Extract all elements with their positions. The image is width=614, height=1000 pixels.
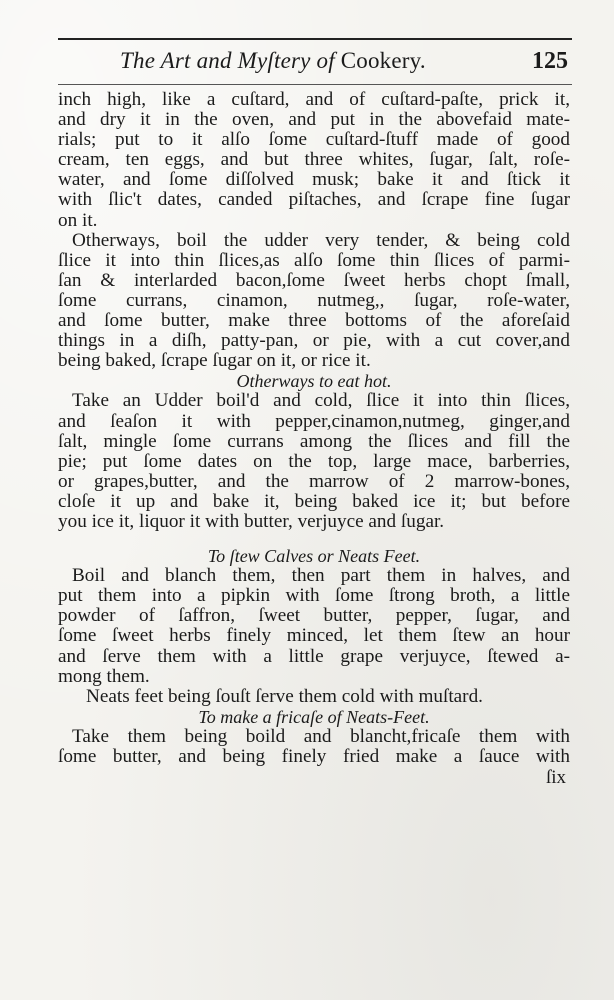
section-gap [58,532,570,546]
recipe-heading: Otherways to eat hot. [236,371,392,392]
text-line: inch high, like a cuſtard, and of cuſtard-paſte, prick it, [58,89,570,110]
top-rule [58,38,572,40]
text-line: things in a diſh, patty-pan, or pie, with a cut cover,and [58,330,570,352]
text-line: put them into a pipkin with ſome ſtrong broth, a little [58,585,570,607]
text-line: ſome currans, cinamon, nutmeg,, ſugar, roſe-water, [58,289,570,311]
page-number: 125 [532,48,568,74]
recipe-heading: To make a fricaſe of Neats-Feet. [198,706,430,727]
text-line: and ſerve them with a little grape verjuyce, ſtewed a- [58,645,570,667]
text-line: ſlice it into thin ſlices,as alſo ſome thin ſlices of parmi- [58,249,570,271]
text-line: Take them being boild and blancht,fricaſe them with [72,725,570,747]
text-line: being baked, ſcrape ſugar on it, or rice it. [58,350,371,372]
text-line: on it. [58,209,98,231]
text-line: rials; put to it alſo ſome cuſtard-ſtuff made of good [58,129,570,151]
recipe-heading: To ſtew Calves or Neats Feet. [207,546,421,567]
text-line: and ſeaſon it with pepper,cinamon,nutmeg, ginger,and [58,410,570,432]
text-line: powder of ſaffron, ſweet butter, pepper, ſugar, and [58,605,570,627]
catchword: ſix [545,767,566,789]
running-title [120,48,426,74]
text-line: water, and ſome diſſolved musk; bake it and ſtick it [58,169,570,191]
text-line: or grapes,butter, and the marrow of 2 marrow-bones, [58,470,570,492]
header-rule [58,84,572,85]
text-line: cloſe it up and bake it, being baked ice it; but before [58,490,570,512]
running-title-italic: The Art and Myſtery of [120,48,335,73]
running-header [58,48,570,82]
body-text [58,90,570,789]
text-line: ſome butter, and being finely fried make a ſauce with [58,746,570,767]
text-line: with ſlic't dates, canded piſtaches, and ſcrape fine ſugar [58,189,570,211]
text-line: pie; put ſome dates on the top, large mace, barberries, [58,450,570,472]
text-line: and dry it in the oven, and put in the abovefaid mate- [58,109,570,131]
running-title-roman: Cookery. [340,48,426,73]
text-line: Take an Udder boil'd and cold, ſlice it into thin ſlices, [72,390,570,412]
text-line: Otherways, boil the udder very tender, & being cold [72,229,570,251]
text-line: cream, ten eggs, and but three whites, ſugar, ſalt, roſe- [58,149,570,171]
text-line: ſan & interlarded bacon,ſome ſweet herbs chopt ſmall, [58,269,570,291]
text-line: mong them. [58,665,150,687]
text-line: Boil and blanch them, then part them in halves, and [72,565,570,587]
text-line: and ſome butter, make three bottoms of the aforeſaid [58,310,570,332]
text-line: you ice it, liquor it with butter, verjuyce and ſugar. [58,510,445,532]
text-line: ſome ſweet herbs finely minced, let them ſtew an hour [58,625,570,647]
text-line: ſalt, mingle ſome currans among the ſlices and fill the [58,430,570,452]
text-line: Neats feet being ſouſt ſerve them cold with muſtard. [86,685,483,707]
